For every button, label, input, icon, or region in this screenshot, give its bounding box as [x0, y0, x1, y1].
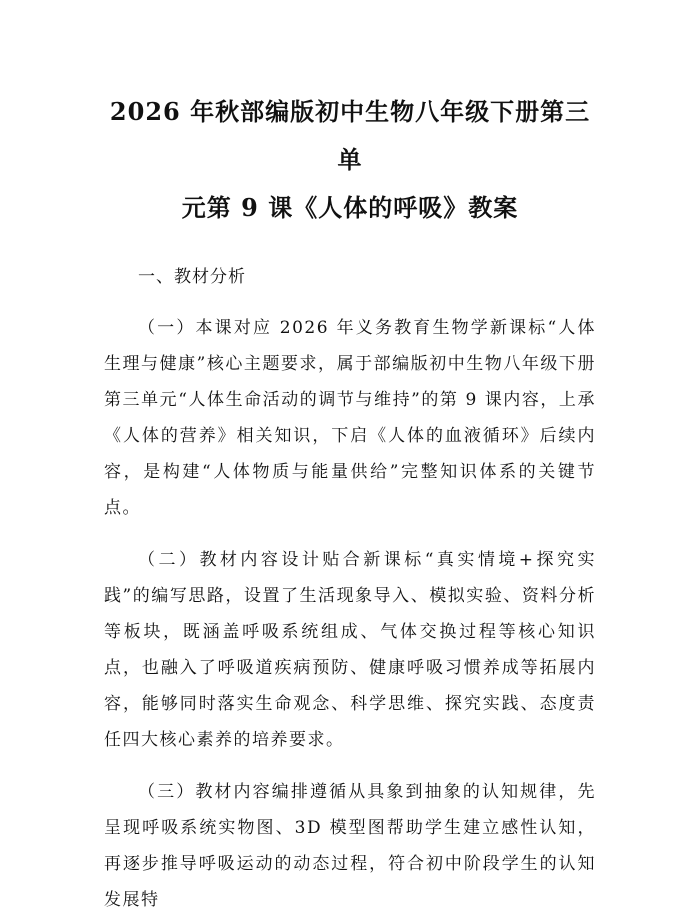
paragraph-1: （一）本课对应 2026 年义务教育生物学新课标“人体生理与健康”核心主题要求，属于部编版初中生物八年级下册第三单元“人体生命活动的调节与维持”的第 9 课内容，上承《人体的营养》相关知识，下启《人体的血液循环》后续内容，是构建“人体物质与能量供给”完整知识体系的关键节点。 [104, 318, 596, 518]
document-title [104, 88, 596, 232]
title-line-1: 2026 年秋部编版初中生物八年级下册第三单 [109, 97, 591, 174]
title-line-2: 元第 9 课《人体的呼吸》教案 [181, 193, 519, 222]
section-heading-textbook-analysis: 一、教材分析 [138, 267, 246, 287]
paragraph-3: （三）教材内容编排遵循从具象到抽象的认知规律，先呈现呼吸系统实物图、3D 模型图帮助学生建立感性认知，再逐步推导呼吸运动的动态过程，符合初中阶段学生的认知发展特 [104, 782, 596, 910]
paragraph-2: （二）教材内容设计贴合新课标“真实情境+探究实践”的编写思路，设置了生活现象导入、模拟实验、资料分析等板块，既涵盖呼吸系统组成、气体交换过程等核心知识点，也融入了呼吸道疾病预防、健康呼吸习惯养成等拓展内容，能够同时落实生命观念、科学思维、探究实践、态度责任四大核心素养的培养要求。 [104, 550, 596, 750]
